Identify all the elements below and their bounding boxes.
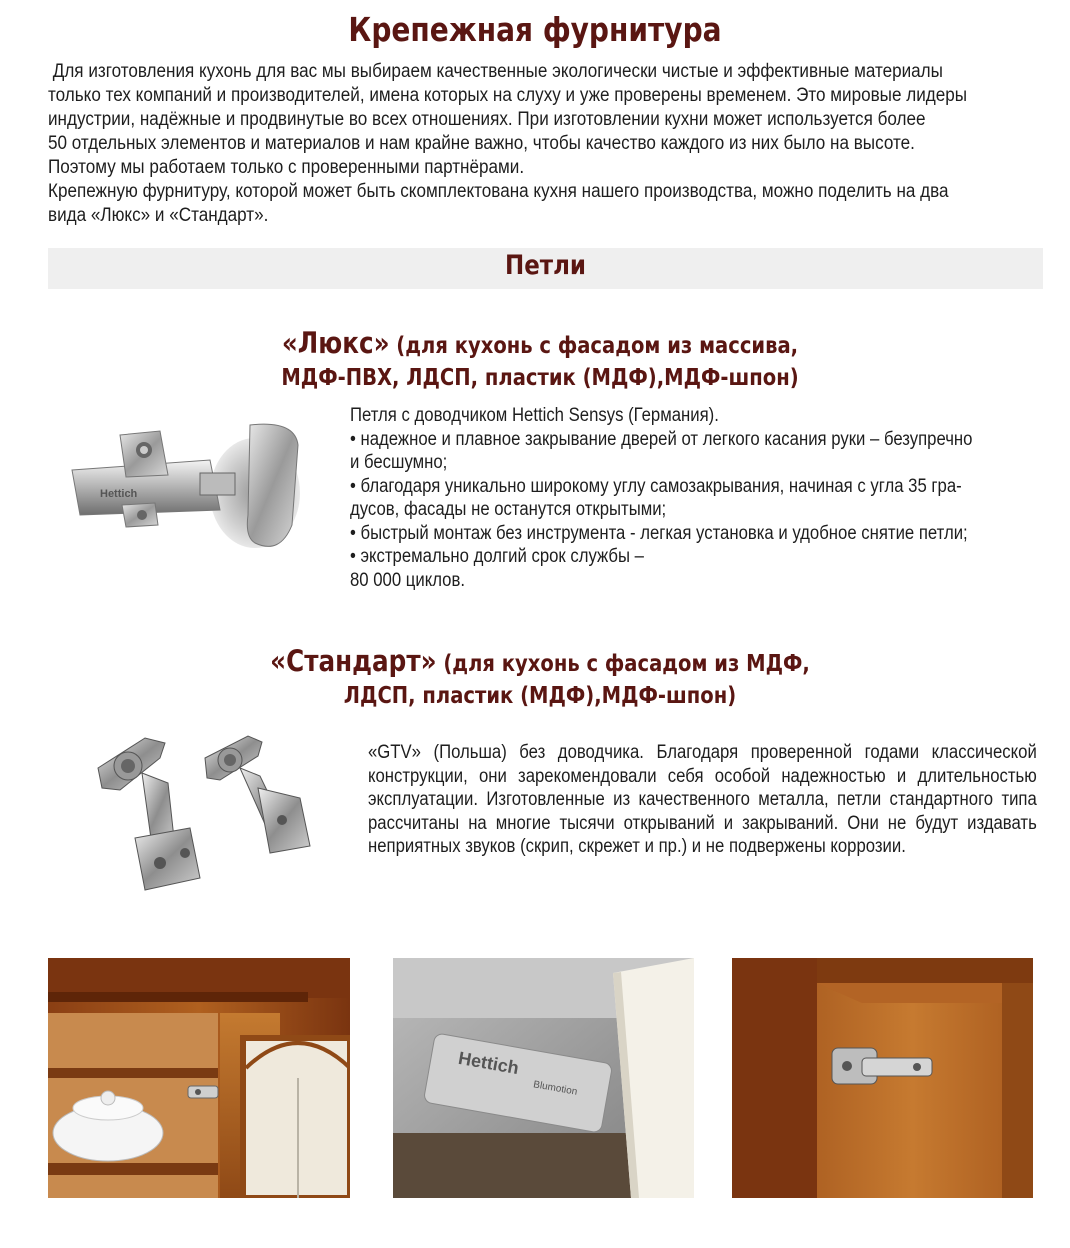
drawer-photo xyxy=(393,958,694,1198)
lux-desc-1: (для кухонь с фасадом из массива, xyxy=(389,333,799,359)
hettich-hinge-image xyxy=(60,415,310,565)
lux-heading xyxy=(251,328,829,395)
standard-heading xyxy=(251,646,829,713)
lux-description xyxy=(350,404,1028,592)
lux-desc-2: МДФ-ПВХ, ЛДСП, пластик (МДФ),МДФ-шпон) xyxy=(281,365,799,391)
hinge-brand-mark: Hettich xyxy=(100,488,138,500)
cabinet-hinge-photo xyxy=(732,958,1033,1198)
lux-line: 80 000 циклов. xyxy=(350,569,465,591)
badge-sub: Blumotion xyxy=(532,1079,579,1098)
badge-brand: Hettich xyxy=(456,1047,521,1079)
section-heading: Петли xyxy=(505,250,586,281)
standard-name: «Стандарт» xyxy=(270,644,437,678)
standard-description: «GTV» (Польша) без доводчика. Благодаря проверенной годами классической конструкции, они зарекомендовали себя особой надежностью и длительностью эксплуатации. Изготовленные из качественного металла, петли стандартного типа рассчитаны на многие тысячи открываний и закрываний. Они не будут издавать неприятных звуков (скрип, скрежет и пр.) и не подвержены коррозии. xyxy=(368,742,1037,857)
lux-line: и бесшумно; xyxy=(350,452,448,473)
intro-line: индустрии, надёжные и продвинутые во всех отношениях. При изготовлении кухни может используется более xyxy=(48,109,926,130)
intro-line: вида «Люкс» и «Стандарт». xyxy=(48,205,269,226)
intro-text xyxy=(48,60,1038,228)
lux-line: • экстремально долгий срок службы – xyxy=(350,546,644,567)
intro-line: Крепежную фурнитуру, которой может быть скомплектована кухня нашего производства, можно поделить на два xyxy=(48,181,949,202)
standard-desc-1: (для кухонь с фасадом из МДФ, xyxy=(436,651,810,677)
lux-name: «Люкс» xyxy=(281,326,390,360)
lux-line: Петля с доводчиком Hettich Sensys (Германия). xyxy=(350,405,719,426)
standard-desc-2: ЛДСП, пластик (МДФ),МДФ-шпон) xyxy=(343,683,737,709)
gtv-hinges-image xyxy=(90,728,315,918)
lux-line: • быстрый монтаж без инструмента - легкая установка и удобное снятие петли; xyxy=(350,522,968,544)
intro-line: 50 отдельных элементов и материалов и нам крайне важно, чтобы качество каждого из них было на высоте. xyxy=(48,133,915,154)
intro-line: только тех компаний и производителей, имена которых на слуху и уже проверены временем. Это мировые лидеры xyxy=(48,85,968,106)
lux-line: дусов, фасады не останутся открытыми; xyxy=(350,499,667,520)
cabinet-photo xyxy=(48,958,350,1198)
lux-line: • надежное и плавное закрывание дверей от легкого касания руки – безупречно xyxy=(350,428,973,450)
intro-line: Для изготовления кухонь для вас мы выбираем качественные экологически чистые и эффективные материалы xyxy=(48,61,943,82)
page-title: Крепежная фурнитура xyxy=(348,10,722,49)
lux-line: • благодаря уникально широкому углу самозакрывания, начиная с угла 35 гра- xyxy=(350,475,962,497)
intro-line: Поэтому мы работаем только с проверенными партнёрами. xyxy=(48,157,525,178)
